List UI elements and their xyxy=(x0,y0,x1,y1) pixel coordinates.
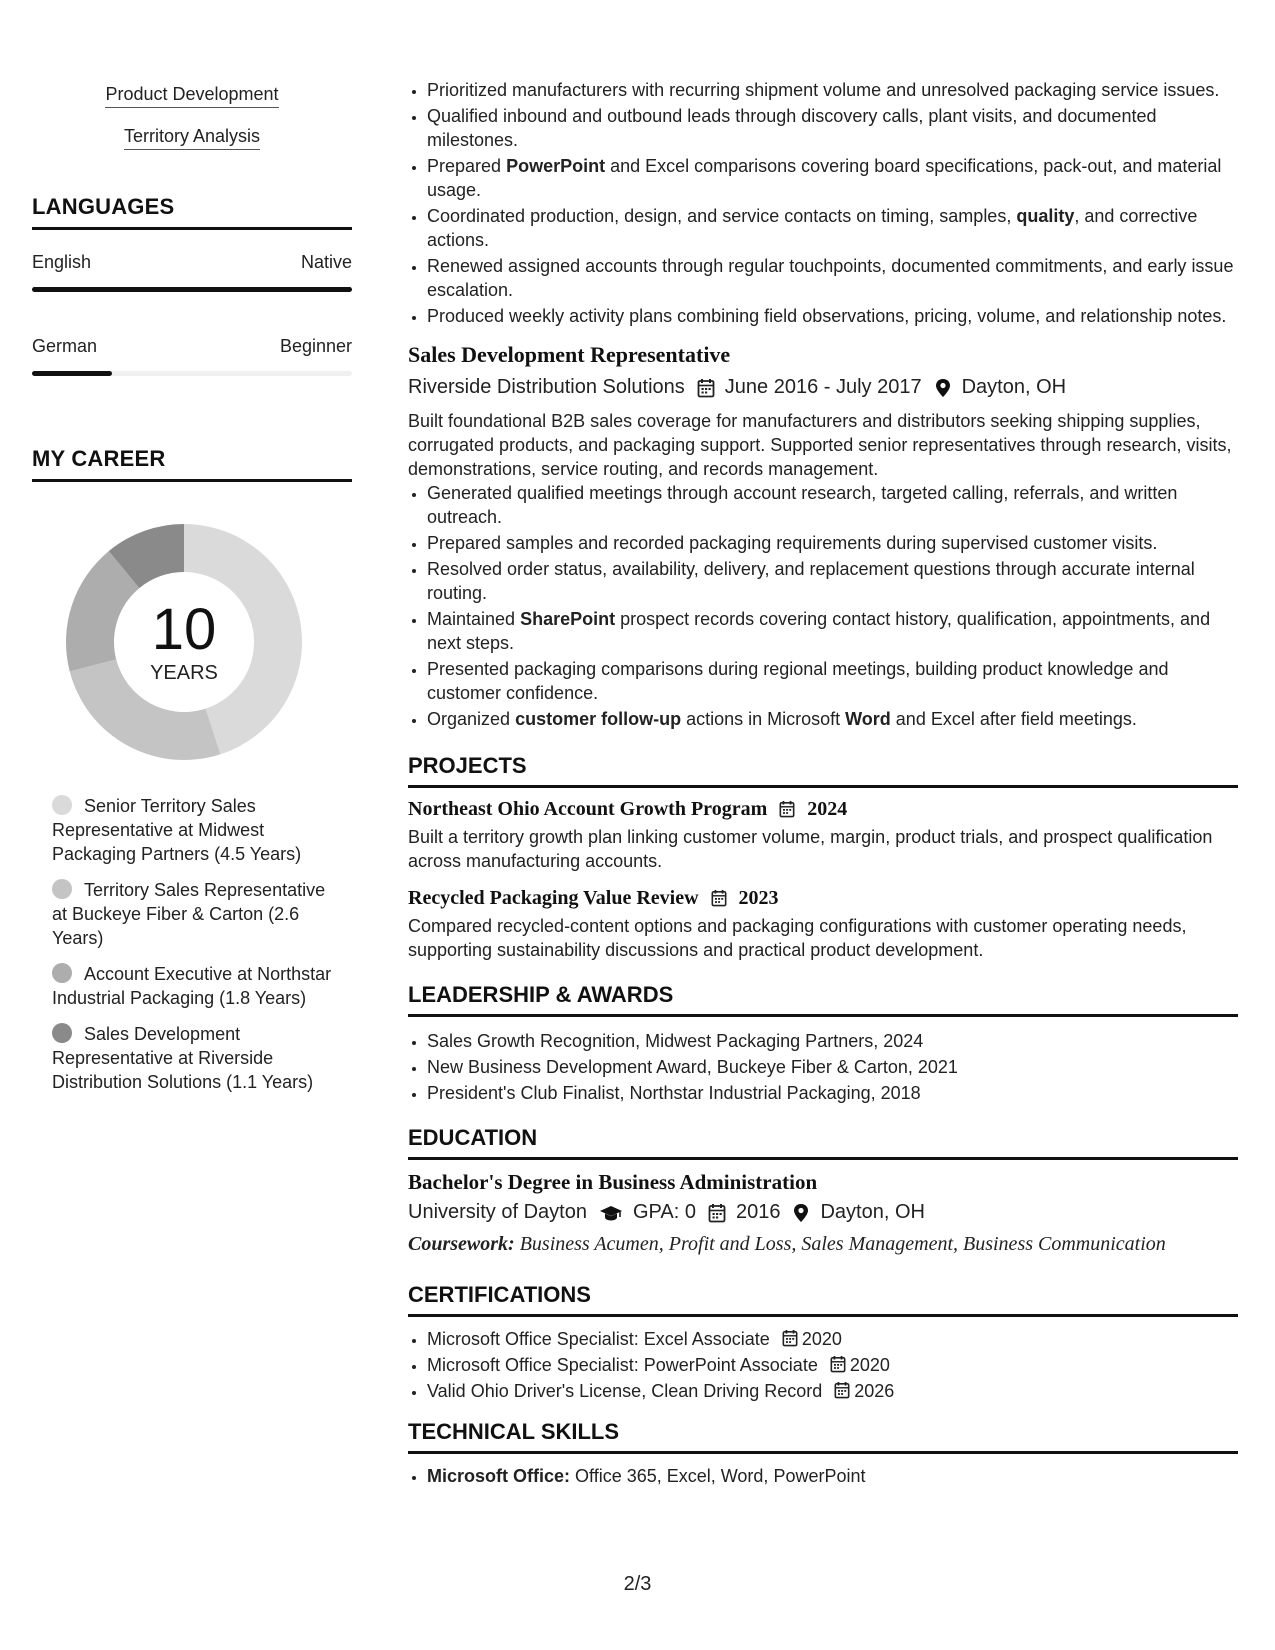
award-item: • Sales Growth Recognition, Midwest Packaging Partners, 2024 xyxy=(427,1029,1238,1053)
legend-text: Territory Sales Representative at Buckeye Fiber & Carton (2.6 Years) xyxy=(52,880,326,948)
career-legend-item xyxy=(52,794,332,866)
legend-text: Account Executive at Northstar Industrial Packaging (1.8 Years) xyxy=(52,964,332,1008)
project-item xyxy=(408,887,1238,962)
calendar-icon xyxy=(711,889,729,909)
graduation-year: 2016 xyxy=(735,1201,781,1223)
technical-skill-item xyxy=(427,1464,1238,1488)
project-description: Compared recycled-content options and packaging configurations with customer operating needs, supporting sustainability discussions and practical product development. xyxy=(408,916,1187,960)
certification-item xyxy=(427,1379,1238,1403)
language-level: Beginner xyxy=(279,336,352,356)
career-legend-item xyxy=(52,1022,332,1094)
legend-dot xyxy=(52,795,72,815)
calendar-icon xyxy=(697,378,715,398)
certification-item xyxy=(427,1353,1238,1377)
certifications-heading: CERTIFICATIONS xyxy=(408,1282,1238,1317)
school-name: University of Dayton xyxy=(408,1201,587,1223)
language-name: English xyxy=(32,252,92,272)
job-title: Sales Development Representative xyxy=(408,342,731,367)
project-item xyxy=(408,798,1238,873)
language-name: German xyxy=(32,336,98,356)
education-heading: EDUCATION xyxy=(408,1125,1238,1160)
career-donut-chart xyxy=(54,512,314,772)
awards-section xyxy=(408,982,1238,1105)
career-section xyxy=(32,446,352,1094)
job-entry xyxy=(408,342,1238,731)
bold-keyword: Word xyxy=(845,709,891,729)
certification-item xyxy=(427,1327,1238,1351)
degree-title: Bachelor's Degree in Business Administration xyxy=(408,1170,818,1194)
skill-tag: Product Development xyxy=(105,84,278,108)
certification-name: Microsoft Office Specialist: PowerPoint Associate xyxy=(427,1355,818,1375)
coursework-list: Business Acumen, Profit and Loss, Sales Management, Business Communication xyxy=(514,1233,1166,1255)
skill-category: Microsoft Office: xyxy=(427,1466,571,1486)
education-meta xyxy=(408,1201,1238,1224)
legend-dot xyxy=(52,963,72,983)
award-item: • President's Club Finalist, Northstar Industrial Packaging, 2018 xyxy=(427,1081,1238,1105)
skill-values: Office 365, Excel, Word, PowerPoint xyxy=(570,1466,866,1486)
certifications-section xyxy=(408,1282,1238,1403)
certification-name: Valid Ohio Driver's License, Clean Driving Record xyxy=(427,1381,823,1401)
language-level: Native xyxy=(300,252,352,272)
gpa: GPA: 0 xyxy=(632,1201,696,1223)
project-year: 2023 xyxy=(738,887,779,909)
language-row xyxy=(32,336,352,357)
career-legend-item xyxy=(52,962,332,1010)
awards-list xyxy=(408,1029,1238,1105)
project-title xyxy=(408,798,1238,821)
job-bullet: • Prepared samples and recorded packaging requirements during supervised customer visits. xyxy=(427,531,1238,555)
project-name: Northeast Ohio Account Growth Program xyxy=(408,798,768,820)
bold-keyword: customer follow-up xyxy=(515,709,682,729)
coursework-label: Coursework: xyxy=(408,1233,515,1255)
spacer xyxy=(32,292,352,316)
certifications-list xyxy=(408,1327,1238,1403)
language-proficiency-bar xyxy=(32,287,352,292)
skill-tag: Territory Analysis xyxy=(124,126,260,150)
language-proficiency-bar xyxy=(32,371,352,376)
technical-skills-list xyxy=(408,1464,1238,1488)
project-name: Recycled Packaging Value Review xyxy=(408,887,699,909)
career-total-unit: YEARS xyxy=(150,661,218,684)
language-proficiency-fill xyxy=(32,287,352,292)
job-bullet: • Coordinated production, design, and service contacts on timing, samples, quality, and corrective actions. xyxy=(427,204,1238,252)
job-bullet: • Produced weekly activity plans combining field observations, pricing, volume, and relationship notes. xyxy=(427,304,1238,328)
location-pin-icon xyxy=(934,378,952,398)
projects-heading: PROJECTS xyxy=(408,753,1238,788)
project-title xyxy=(408,887,1238,910)
job-company: Riverside Distribution Solutions xyxy=(408,376,685,398)
right-column xyxy=(408,78,1238,1490)
education-section xyxy=(408,1125,1238,1256)
projects-section xyxy=(408,753,1238,962)
bold-keyword: SharePoint xyxy=(520,609,616,629)
graduation-cap-icon xyxy=(599,1203,623,1223)
previous-job-bullets xyxy=(408,78,1238,328)
language-row xyxy=(32,252,352,273)
job-bullet: • Qualified inbound and outbound leads through discovery calls, plant visits, and documented milestones. xyxy=(427,104,1238,152)
awards-heading: LEADERSHIP & AWARDS xyxy=(408,982,1238,1017)
legend-dot xyxy=(52,879,72,899)
job-dates: June 2016 - July 2017 xyxy=(724,376,922,398)
projects-list xyxy=(408,798,1238,962)
coursework xyxy=(408,1232,1238,1256)
job-bullet: • Prioritized manufacturers with recurring shipment volume and unresolved packaging service issues. xyxy=(427,78,1238,102)
job-bullet: • Resolved order status, availability, delivery, and replacement questions through accurate internal routing. xyxy=(427,557,1238,605)
school-location: Dayton, OH xyxy=(820,1201,925,1223)
left-column xyxy=(32,84,352,1106)
calendar-icon xyxy=(834,1381,850,1399)
career-legend xyxy=(52,794,332,1094)
job-bullet: • Prepared PowerPoint and Excel comparisons covering board specifications, pack-out, and material usage. xyxy=(427,154,1238,202)
calendar-icon xyxy=(708,1203,726,1223)
job-bullet: • Renewed assigned accounts through regular touchpoints, documented commitments, and early issue escalation. xyxy=(427,254,1238,302)
job-description: Built foundational B2B sales coverage for manufacturers and distributors seeking shipping supplies, corrugated products, and packaging support. Supported senior representatives through research, visits, demonstrations, service routing, and records management. xyxy=(408,411,1232,479)
certification-year: 2020 xyxy=(849,1355,890,1375)
calendar-icon xyxy=(779,800,797,820)
bold-keyword: quality xyxy=(1016,206,1075,226)
job-meta xyxy=(408,376,1238,399)
technical-skills-section xyxy=(408,1419,1238,1488)
language-proficiency-fill xyxy=(32,371,112,376)
bold-keyword: PowerPoint xyxy=(506,156,606,176)
career-heading: MY CAREER xyxy=(32,446,352,482)
legend-dot xyxy=(52,1023,72,1043)
project-description: Built a territory growth plan linking customer volume, margin, product trials, and prospect qualification across manufacturing accounts. xyxy=(408,827,1213,871)
languages-heading: LANGUAGES xyxy=(32,194,352,230)
career-total-years: 10 xyxy=(151,596,217,662)
calendar-icon xyxy=(830,1355,846,1373)
technical-skills-heading: TECHNICAL SKILLS xyxy=(408,1419,1238,1454)
certification-year: 2026 xyxy=(854,1381,895,1401)
job-bullet: • Presented packaging comparisons during regional meetings, building product knowledge and customer confidence. xyxy=(427,657,1238,705)
job-bullet: • Generated qualified meetings through account research, targeted calling, referrals, and written outreach. xyxy=(427,481,1238,529)
languages-section xyxy=(32,194,352,376)
languages-list xyxy=(32,252,352,376)
job-bullets xyxy=(408,481,1238,731)
page-number: 2/3 xyxy=(623,1573,652,1595)
certification-name: Microsoft Office Specialist: Excel Associate xyxy=(427,1329,770,1349)
project-year: 2024 xyxy=(807,798,848,820)
career-legend-item xyxy=(52,878,332,950)
location-pin-icon xyxy=(792,1203,810,1223)
award-item: • New Business Development Award, Buckeye Fiber & Carton, 2021 xyxy=(427,1055,1238,1079)
calendar-icon xyxy=(782,1329,798,1347)
legend-text: Sales Development Representative at Riverside Distribution Solutions (1.1 Years) xyxy=(52,1024,314,1092)
job-bullet: • Maintained SharePoint prospect records covering contact history, qualification, appointments, and next steps. xyxy=(427,607,1238,655)
job-location: Dayton, OH xyxy=(961,376,1067,398)
job-bullet: • Organized customer follow-up actions in Microsoft Word and Excel after field meetings. xyxy=(427,707,1238,731)
certification-year: 2020 xyxy=(801,1329,842,1349)
legend-text: Senior Territory Sales Representative at Midwest Packaging Partners (4.5 Years) xyxy=(52,796,302,864)
